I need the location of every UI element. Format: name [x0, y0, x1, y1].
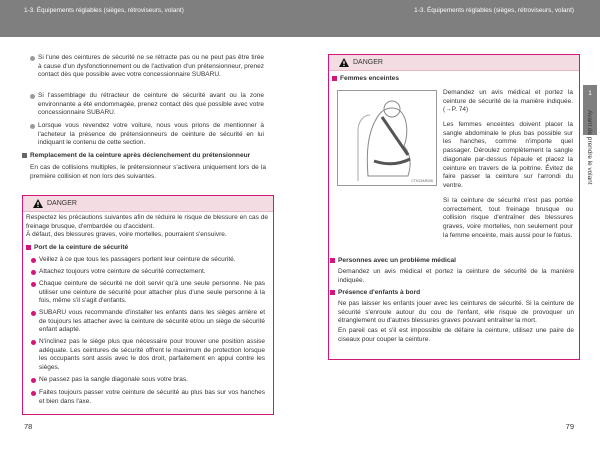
pregnant-p1: Demandez un avis médical et portez la ceinture de sécurité de la manière indiquée. (→P. 74) [443, 89, 573, 114]
bullet-dot-icon [31, 258, 36, 263]
square-bullet-icon [22, 153, 27, 158]
bullet-dot-icon [31, 282, 36, 287]
list-item: Ne passez pas la sangle diagonale sous votre bras. [39, 376, 265, 385]
bullet-dot-icon [31, 311, 36, 316]
bullet-dot-icon [31, 340, 36, 345]
list-item: Veillez à ce que tous les passagers portent leur ceinture de sécurité. [39, 256, 265, 265]
danger-title-bar [329, 55, 579, 71]
chapter-label-text: Avant de prendre le volant [586, 110, 593, 185]
pregnant-p3: Si la ceinture de sécurité n'est pas portée correctement, tout freinage brusque ou collision risque d'entraîner des blessures graves, voire mortelles, non seulement pour la femme enceinte, mais aussi pour le fœtus. [443, 197, 573, 239]
square-bullet-icon [26, 245, 31, 250]
square-bullet-icon [330, 290, 335, 295]
children-heading: Présence d'enfants à bord [330, 289, 570, 296]
danger-box-left [22, 195, 274, 415]
list-item: N'inclinez pas le siège plus que nécessaire pour trouver une position assise adéquate. Les ceintures de sécurité offrent le maximum de protection lorsque les occupants sont assis avec le dos droit, parfaitement en appui contre les sièges. [39, 338, 265, 373]
chapter-tab[interactable]: 1 [583, 85, 597, 135]
bullet-dot-icon [30, 124, 35, 129]
danger-intro-2: À défaut, des blessures graves, voire mortelles, pourraient s'ensuivre. [26, 231, 227, 238]
list-item: Si l'une des ceintures de sécurité ne se rétracte pas ou ne peut pas être tirée à cause d'un dysfonctionnement ou de l'activation d'un prétensionneur, prenez contact dès que possible avec votre concessionnaire SUBARU. [38, 54, 264, 80]
list-item: Faites toujours passer votre ceinture de sécurité au plus bas sur vos hanches et bien dans l'axe. [39, 389, 265, 406]
danger-label: DANGER [47, 200, 77, 207]
warning-triangle-icon [33, 199, 43, 208]
page-number-right: 79 [565, 422, 574, 431]
list-item: Si l'assemblage du rétracteur de ceinture de sécurité avant ou la zone environnante a été endommagée, prenez contact dès que possible avec votre concessionnaire SUBARU. [38, 92, 264, 118]
replace-text: En cas de collisions multiples, le prétensionneur s'activera uniquement lors de la première collision et non lors des suivantes. [30, 164, 266, 180]
seatbelt-subheading: Port de la ceinture de sécurité [26, 244, 266, 251]
bullet-dot-icon [31, 270, 36, 275]
danger-label: DANGER [353, 59, 383, 66]
pregnant-seatbelt-illustration [337, 90, 437, 186]
list-item: SUBARU vous recommande d'installer les enfants dans les sièges arrière et de toujours les attacher avec la ceinture de sécurité et/ou un siège de sécurité enfant adapté. [39, 309, 265, 335]
square-bullet-icon [330, 258, 335, 263]
list-item: Attachez toujours votre ceinture de sécurité correctement. [39, 268, 265, 277]
medical-heading: Personnes avec un problème médical [330, 257, 570, 264]
bullet-dot-icon [30, 56, 35, 61]
page-header [0, 0, 600, 37]
page-number-left: 78 [24, 422, 33, 431]
bullet-dot-icon [31, 391, 36, 396]
warning-triangle-icon [339, 58, 349, 67]
chapter-label [581, 110, 597, 230]
bullet-dot-icon [31, 378, 36, 383]
replace-heading: Remplacement de la ceinture après déclenchement du prétensionneur [22, 152, 272, 159]
list-item: Chaque ceinture de sécurité ne doit servir qu'à une seule personne. Ne pas utiliser une ceinture de sécurité pour attacher plus d'une seule personne à la fois, même s'il s'agit d'enfants. [39, 280, 265, 306]
left-running-title: 1-3. Équipements réglables (sièges, rétroviseurs, volant) [24, 7, 184, 14]
bullet-dot-icon [30, 94, 35, 99]
children-text: Ne pas laisser les enfants jouer avec les ceintures de sécurité. Si la ceinture de sécurité s'enroule autour du cou de l'enfant, elle risque de provoquer un étranglement ou d'autres blessures graves pouvant entraîner la mort. [338, 300, 574, 325]
square-bullet-icon [332, 76, 337, 81]
danger-title-bar [23, 196, 273, 212]
right-running-title: 1-3. Équipements réglables (sièges, rétroviseurs, volant) [414, 7, 574, 14]
danger-intro: Respectez les précautions suivantes afin de réduire le risque de blessure en cas de freinage brusque, d'embardée ou d'accident. [26, 214, 268, 230]
pregnant-p2: Les femmes enceintes doivent placer la sangle abdominale le plus bas possible sur les hanches, comme n'importe quel passager. Déroulez complètement la sangle diagonale par-dessus l'épaule et placez la ceinture en travers de la poitrine. Évitez de faire passer la ceinture sur l'arrondi du ventre. [443, 121, 573, 189]
children-text-2: En pareil cas et s'il est impossible de défaire la ceinture, utilisez une paire de ciseaux pour couper la ceinture. [338, 327, 574, 343]
list-item: Lorsque vous revendez votre voiture, nous vous prions de mentionner à l'acheteur la présence de prétensionneurs de ceinture de sécurité en lui indiquant le contenu de cette section. [38, 122, 264, 148]
medical-text: Demandez un avis médical et portez la ceinture de sécurité de la manière indiquée. [338, 268, 574, 284]
pregnant-heading: Femmes enceintes [332, 75, 532, 82]
illustration-code: CTH13AR006 [411, 179, 433, 183]
pregnant-woman-seatbelt-icon [338, 91, 436, 185]
